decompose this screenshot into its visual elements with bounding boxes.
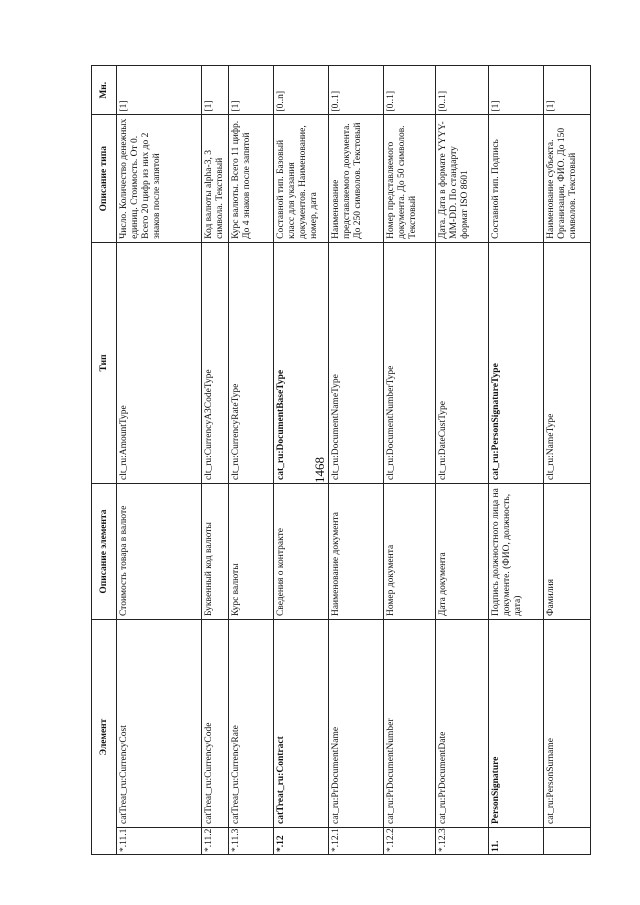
multiplicity: [1] xyxy=(202,66,229,116)
element-description: Стоимость товара в валюте xyxy=(117,484,202,620)
element-type: clt_ru:NameType xyxy=(544,242,591,483)
element-type: clt_ru:DateCustType xyxy=(436,242,489,483)
element-cell xyxy=(489,620,544,855)
element-name: catTreat_ru:CurrencyRate xyxy=(231,725,241,824)
element-type: clt_ru:AmountType xyxy=(117,242,202,483)
header-element-description: Описание элемента xyxy=(92,484,117,620)
multiplicity: [0..1] xyxy=(329,66,384,116)
element-name: cat_ru:PrDocumentDate xyxy=(438,731,448,824)
element-number: *.12 xyxy=(274,827,328,854)
type-description: Составной тип. Подпись xyxy=(489,115,544,242)
element-cell xyxy=(329,620,384,855)
element-number: *.12.2 xyxy=(384,827,435,854)
element-type: cat_ru:PersonSignatureType xyxy=(489,242,544,483)
element-description: Фамилия xyxy=(544,484,591,620)
table-row xyxy=(436,66,489,855)
multiplicity: [0..1] xyxy=(384,66,436,116)
table-row xyxy=(202,66,229,855)
table-row xyxy=(229,66,274,855)
type-description: Число. Количество денежных единиц. Стоимость. От 0. Всего 20 цифр из них до 2 знаков после запятой xyxy=(117,115,202,242)
element-description: Буквенный код валюты xyxy=(202,484,229,620)
element-number: *.12.3 xyxy=(436,827,488,854)
element-name: cat_ru:PersonSurname xyxy=(546,737,556,824)
multiplicity: [0..n] xyxy=(274,66,329,116)
table-row xyxy=(384,66,436,855)
element-name: catTreat_ru:CurrencyCode xyxy=(204,722,214,824)
type-description: Наименование представляемого документа. До 250 символов. Текстовый xyxy=(329,115,384,242)
element-number: *.11.3 xyxy=(229,827,273,854)
table-row xyxy=(489,66,544,855)
element-type: cat_ru:DocumentBaseType xyxy=(274,242,329,483)
element-name: catTreat_ru:Contract xyxy=(276,736,286,824)
element-type: clt_ru:CurrencyA3CodeType xyxy=(202,242,229,483)
element-cell xyxy=(117,620,202,855)
table-header-row xyxy=(92,66,117,855)
header-multiplicity: Мн. xyxy=(92,66,117,116)
type-description: Курс валюты. Всего 11 цифр. До 4 знаков после запятой xyxy=(229,115,274,242)
multiplicity: [0..1] xyxy=(436,66,489,116)
rotated-table-container xyxy=(91,65,578,855)
page-number: 1468 xyxy=(312,457,327,483)
element-description: Сведения о контракте xyxy=(274,484,329,620)
type-description: Наименование субъекта. Организация, ФИО. До 150 символов. Текстовый xyxy=(544,115,591,242)
element-description: Номер документа xyxy=(384,484,436,620)
type-description: Дата. Дата в формате YYYY-MM-DD. По стандарту формат ISO 8601 xyxy=(436,115,489,242)
element-cell xyxy=(384,620,436,855)
element-number: 11. xyxy=(489,827,543,854)
type-description: Составной тип. Базовый класс для указания документов. Наименование, номер, дата xyxy=(274,115,329,242)
table-row xyxy=(544,66,591,855)
element-name: PersonSignature xyxy=(491,756,501,824)
element-number: *.11.1 xyxy=(117,827,201,854)
multiplicity: [1] xyxy=(117,66,202,116)
element-name: cat_ru:PrDocumentName xyxy=(331,726,341,824)
schema-table xyxy=(91,65,591,855)
element-cell xyxy=(202,620,229,855)
type-description: Номер представляемого документа. До 50 символов. Текстовый xyxy=(384,115,436,242)
multiplicity: [1] xyxy=(544,66,591,116)
element-cell xyxy=(274,620,329,855)
element-description: Курс валюты xyxy=(229,484,274,620)
table-row xyxy=(329,66,384,855)
element-number: *.12.1 xyxy=(329,827,383,854)
multiplicity: [1] xyxy=(229,66,274,116)
element-cell xyxy=(544,620,591,855)
element-name: catTreat_ru:CurrencyCost xyxy=(119,725,129,824)
header-type-description: Описание типа xyxy=(92,115,117,242)
type-description: Код валюты alpha-3, 3 символа. Текстовый xyxy=(202,115,229,242)
element-type: clt_ru:DocumentNameType xyxy=(329,242,384,483)
element-cell xyxy=(436,620,489,855)
element-name: cat_ru:PrDocumentNumber xyxy=(386,718,396,824)
multiplicity: [1] xyxy=(489,66,544,116)
element-description: Наименование документа xyxy=(329,484,384,620)
element-description: Подпись должностного лица на документе. (ФИО, должность, дата) xyxy=(489,484,544,620)
table-row xyxy=(117,66,202,855)
element-number: *.11.2 xyxy=(202,827,228,854)
table-row xyxy=(274,66,329,855)
header-element: Элемент xyxy=(92,620,117,855)
element-description: Дата документа xyxy=(436,484,489,620)
element-type: clt_ru:DocumentNumberType xyxy=(384,242,436,483)
element-type: clt_ru:CurrencyRateType xyxy=(229,242,274,483)
header-type: Тип xyxy=(92,242,117,483)
element-number xyxy=(544,827,590,854)
element-cell xyxy=(229,620,274,855)
